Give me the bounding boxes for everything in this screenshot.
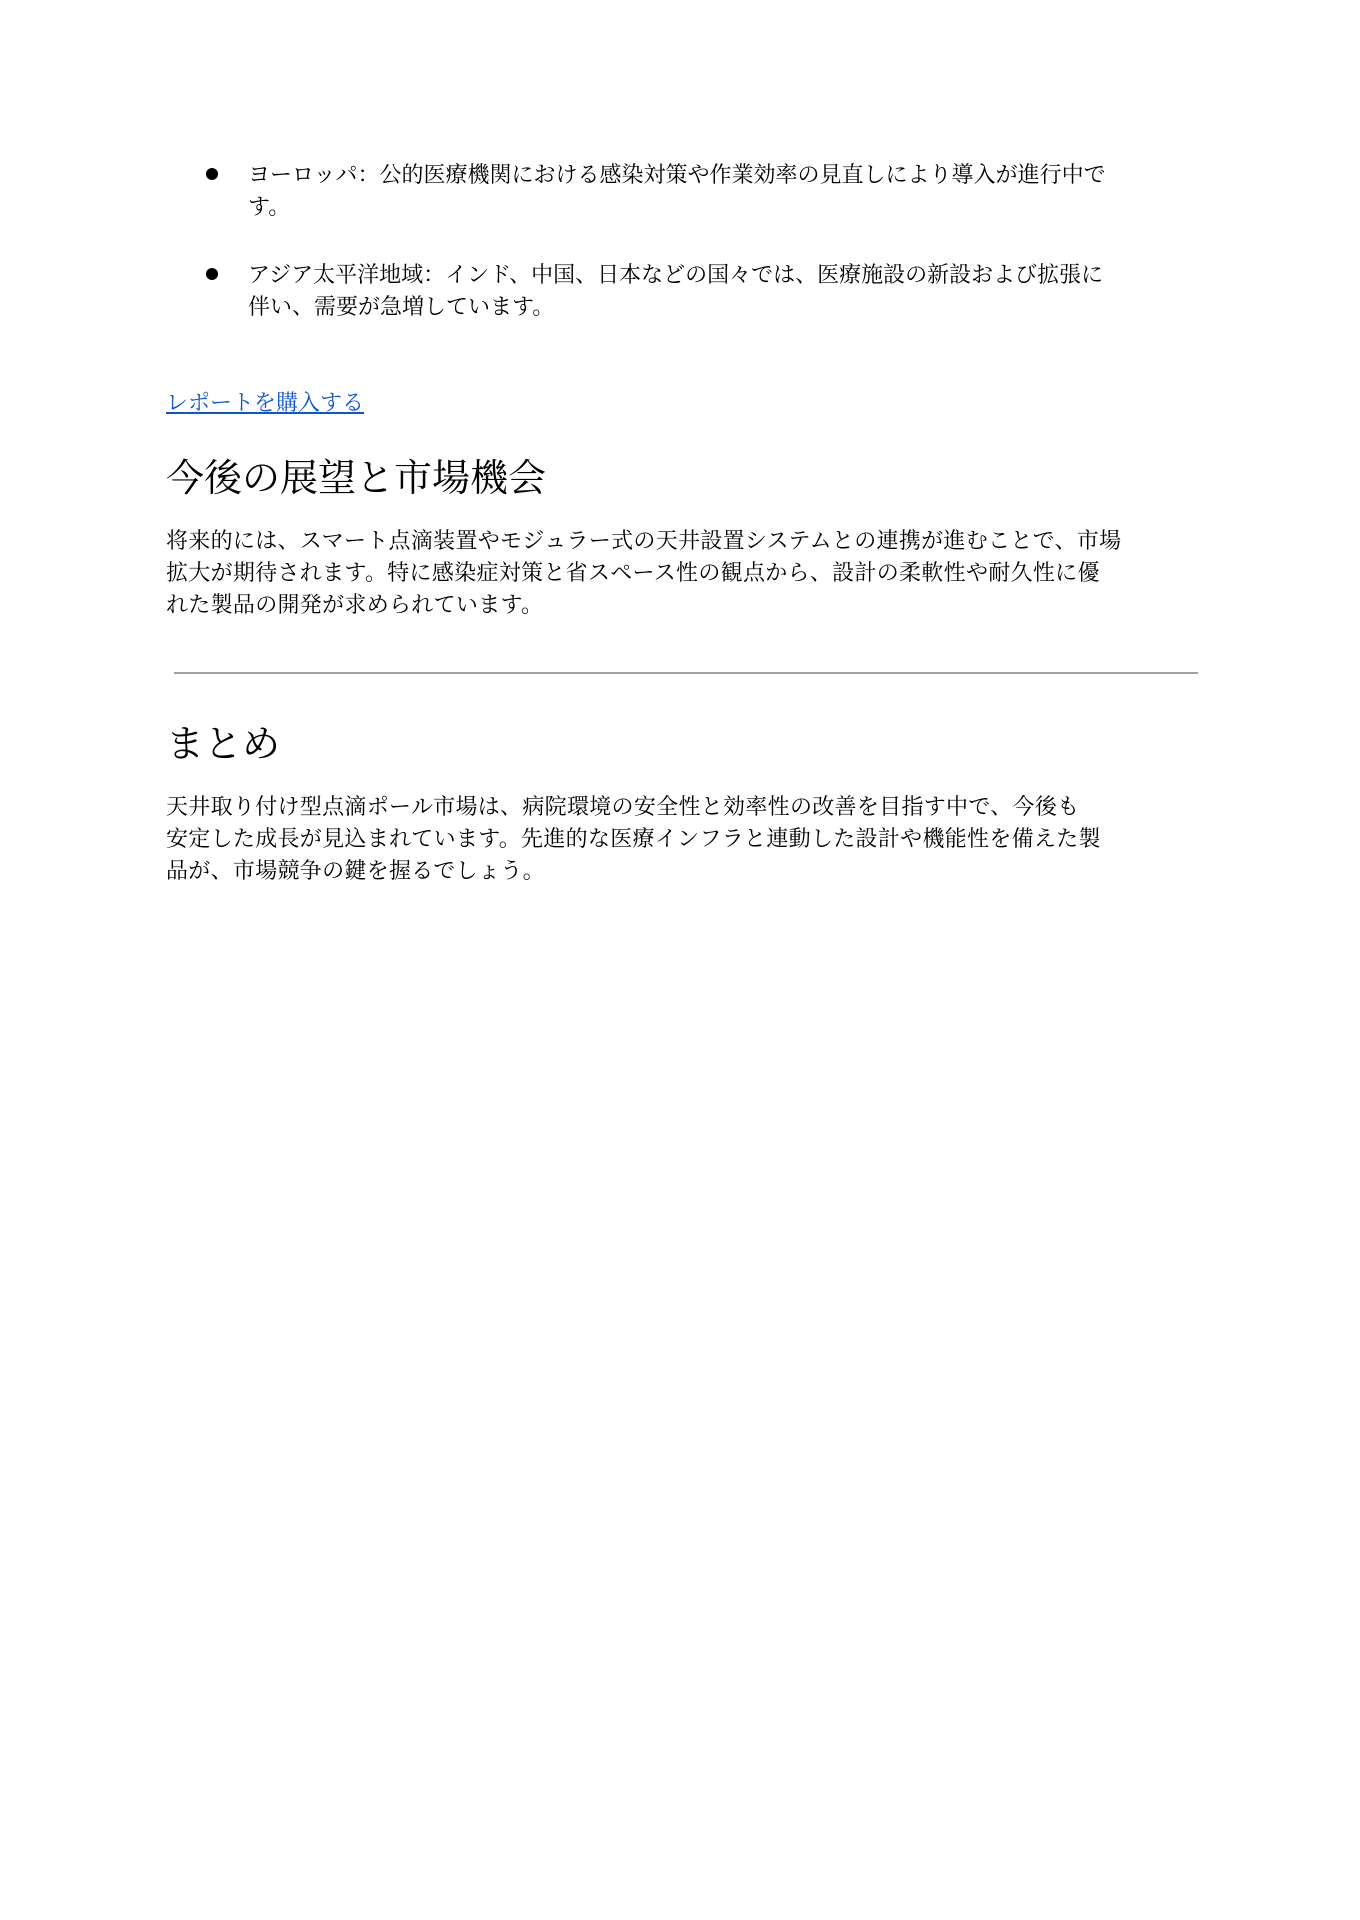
bullet-dot-icon (206, 168, 218, 180)
bullet-text-line: アジア太平洋地域：インド、中国、日本などの国々では、医療施設の新設および拡張に (248, 263, 1104, 288)
summary-paragraph (166, 792, 1206, 888)
bullet-item-asia-pacific (166, 260, 1206, 324)
paragraph-line: 拡大が期待されます。特に感染症対策と省スペース性の観点から、設計の柔軟性や耐久性に優 (166, 561, 1100, 586)
bullet-dot-icon (206, 268, 218, 280)
bullet-text-line: ヨーロッパ：公的医療機関における感染対策や作業効率の見直しにより導入が進行中で (248, 163, 1106, 188)
bullet-text-line: 伴い、需要が急増しています。 (248, 295, 555, 320)
section-heading-summary: まとめ (166, 722, 281, 766)
paragraph-line: 品が、市場競争の鍵を握るでしょう。 (166, 859, 545, 884)
horizontal-divider (174, 672, 1198, 674)
paragraph-line: 天井取り付け型点滴ポール市場は、病院環境の安全性と効率性の改善を目指す中で、今後も (166, 795, 1080, 820)
bullet-item-europe (166, 160, 1206, 224)
section-heading-outlook: 今後の展望と市場機会 (166, 456, 547, 500)
bullet-text-line: す。 (248, 195, 291, 220)
paragraph-line: 安定した成長が見込まれています。先進的な医療インフラと連動した設計や機能性を備えた製 (166, 827, 1101, 852)
region-bullet-list (166, 160, 1206, 324)
paragraph-line: 将来的には、スマート点滴装置やモジュラー式の天井設置システムとの連携が進むことで、市場 (166, 529, 1122, 554)
document-page (166, 160, 1206, 888)
outlook-paragraph (166, 526, 1206, 622)
paragraph-line: れた製品の開発が求められています。 (166, 593, 544, 618)
purchase-report-link[interactable]: レポートを購入する (166, 391, 365, 416)
